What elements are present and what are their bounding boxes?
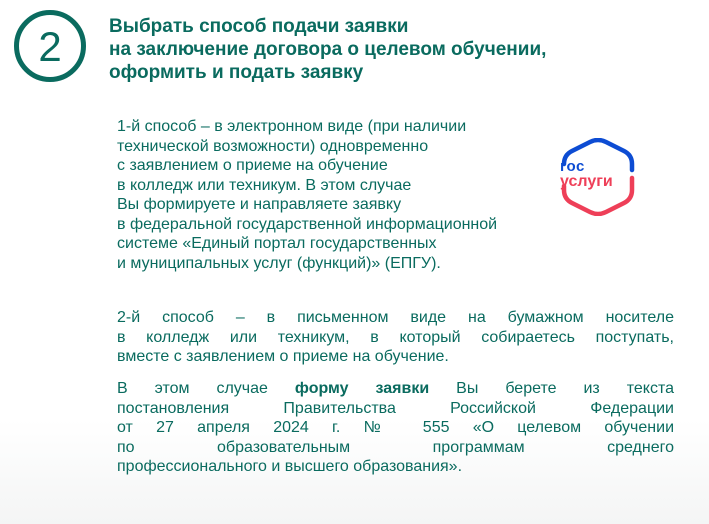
text-line: от 27 апреля 2024 г. № 555 «О целевом обучении (117, 419, 674, 436)
step-number: 2 (38, 22, 62, 70)
text-line: Вы формируете и направляете заявку (117, 196, 402, 213)
text-line: в федеральной государственной информационной (117, 215, 498, 233)
method-one-text (117, 117, 587, 273)
text-line (117, 379, 674, 399)
text-fragment: В этом случае (117, 380, 295, 397)
title-line: оформить и подать заявку (109, 62, 364, 83)
step-number-badge (14, 10, 86, 82)
text-line: и муниципальных услуг (функций)» (ЕПГУ). (117, 254, 441, 272)
text-line: в колледж или техникум. В этом случае (117, 176, 412, 194)
text-line: по образовательным программам среднего (117, 438, 674, 456)
logo-text-uslugi: услуги (560, 173, 613, 190)
title-line: Выбрать способ подачи заявки (109, 16, 409, 37)
text-line: технической возможности) одновременно (117, 137, 429, 155)
text-fragment: Вы берете из текста (429, 380, 674, 397)
form-emphasis: форму заявки (294, 380, 430, 397)
gosuslugi-logo (556, 138, 640, 216)
text-line: 1-й способ – в электронном виде (при наличии (117, 118, 467, 135)
text-line: вместе с заявлением о приеме на обучение. (117, 348, 449, 365)
text-line: системе «Единый портал государственных (117, 235, 437, 252)
text-line: в колледж или техникум, в который собираетесь поступать, (117, 328, 674, 346)
method-two-text (117, 308, 674, 367)
form-source-text (117, 379, 674, 477)
logo-text-gos: гос (560, 158, 585, 175)
slide-title (109, 15, 699, 84)
text-line: постановления Правительства Российской Федерации (117, 399, 674, 417)
text-line: с заявлением о приеме на обучение (117, 157, 388, 174)
text-line: 2-й способ – в письменном виде на бумажном носителе (117, 309, 674, 326)
text-line: профессионального и высшего образования». (117, 458, 463, 475)
title-line: на заключение договора о целевом обучении, (109, 39, 547, 60)
